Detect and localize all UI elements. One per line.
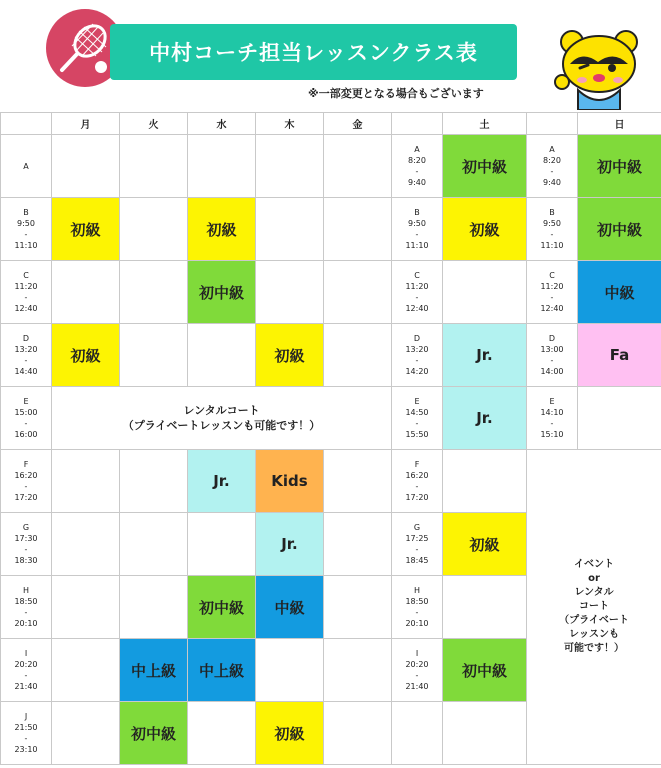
class-cell: Jr. <box>443 324 527 387</box>
class-cell: 初級 <box>256 702 324 765</box>
schedule-cell <box>188 324 256 387</box>
class-cell: 初級 <box>256 324 324 387</box>
table-row <box>1 261 661 324</box>
schedule-cell <box>256 198 324 261</box>
weekday-time-cell: G 17:30 - 18:30 <box>1 513 52 576</box>
class-cell: Jr. <box>188 450 256 513</box>
weekday-time-cell: H 18:50 - 20:10 <box>1 576 52 639</box>
schedule-cell <box>324 324 392 387</box>
table-row <box>1 450 661 513</box>
schedule-cell <box>52 261 120 324</box>
schedule-cell <box>324 576 392 639</box>
class-cell: 初中級 <box>578 198 661 261</box>
class-cell: 初中級 <box>188 576 256 639</box>
schedule-cell <box>324 639 392 702</box>
schedule-cell <box>443 576 527 639</box>
table-row <box>1 324 661 387</box>
schedule-cell <box>120 576 188 639</box>
schedule-cell <box>188 513 256 576</box>
schedule-cell <box>324 450 392 513</box>
day-thu: 木 <box>256 113 324 135</box>
schedule-cell <box>324 702 392 765</box>
page-title: 中村コーチ担当レッスンクラス表 <box>110 24 517 80</box>
day-mon: 月 <box>52 113 120 135</box>
schedule-cell <box>324 261 392 324</box>
schedule-cell <box>443 450 527 513</box>
class-cell: Kids <box>256 450 324 513</box>
class-cell: 初中級 <box>188 261 256 324</box>
class-cell: 初級 <box>443 513 527 576</box>
class-cell: 初級 <box>188 198 256 261</box>
weekday-time-cell: D 13:20 - 14:40 <box>1 324 52 387</box>
schedule-cell <box>120 261 188 324</box>
schedule-cell <box>52 639 120 702</box>
weekday-time-cell: J 21:50 - 23:10 <box>1 702 52 765</box>
table-row <box>1 135 661 198</box>
sun-time-header <box>527 113 578 135</box>
class-cell: 初級 <box>443 198 527 261</box>
schedule-cell <box>52 576 120 639</box>
schedule-cell <box>256 261 324 324</box>
class-cell: Jr. <box>256 513 324 576</box>
rental-court-label: レンタルコート <box>183 404 260 417</box>
sat-time-cell: G 17:25 - 18:45 <box>392 513 443 576</box>
sat-time-cell: C 11:20 - 12:40 <box>392 261 443 324</box>
bear-mascot-icon <box>548 28 648 110</box>
rental-court-note: （プライベートレッスンも可能です！） <box>122 419 321 432</box>
schedule-cell <box>324 513 392 576</box>
sun-time-cell: A 8:20 - 9:40 <box>527 135 578 198</box>
class-cell: 初中級 <box>578 135 661 198</box>
schedule-cell <box>52 135 120 198</box>
corner-cell <box>1 113 52 135</box>
weekday-time-cell: F 16:20 - 17:20 <box>1 450 52 513</box>
sat-time-cell: B 9:50 - 11:10 <box>392 198 443 261</box>
sat-time-cell: D 13:20 - 14:20 <box>392 324 443 387</box>
schedule-cell <box>443 261 527 324</box>
schedule-cell <box>188 135 256 198</box>
schedule-cell <box>578 387 661 450</box>
rental-court-cell <box>52 387 392 450</box>
class-cell: 中級 <box>256 576 324 639</box>
class-cell: Jr. <box>443 387 527 450</box>
schedule-cell <box>392 702 443 765</box>
table-row <box>1 387 661 450</box>
schedule-cell <box>120 198 188 261</box>
schedule-table <box>0 112 661 765</box>
sat-time-cell: A 8:20 - 9:40 <box>392 135 443 198</box>
table-row <box>1 198 661 261</box>
sun-time-cell: B 9:50 - 11:10 <box>527 198 578 261</box>
class-cell: 中上級 <box>188 639 256 702</box>
day-wed: 水 <box>188 113 256 135</box>
sat-time-cell: E 14:50 - 15:50 <box>392 387 443 450</box>
schedule-cell <box>324 198 392 261</box>
class-cell: 中級 <box>578 261 661 324</box>
class-cell: 初級 <box>52 198 120 261</box>
sun-time-cell: E 14:10 - 15:10 <box>527 387 578 450</box>
schedule-cell <box>120 450 188 513</box>
weekday-time-cell: B 9:50 - 11:10 <box>1 198 52 261</box>
sun-time-cell: D 13:00 - 14:00 <box>527 324 578 387</box>
day-sat: 土 <box>443 113 527 135</box>
sat-time-cell: I 20:20 - 21:40 <box>392 639 443 702</box>
class-cell: 初中級 <box>120 702 188 765</box>
schedule-cell <box>120 324 188 387</box>
schedule-cell <box>324 135 392 198</box>
class-cell: 中上級 <box>120 639 188 702</box>
sat-time-header <box>392 113 443 135</box>
schedule-cell <box>52 702 120 765</box>
day-fri: 金 <box>324 113 392 135</box>
class-cell: 初級 <box>52 324 120 387</box>
day-tue: 火 <box>120 113 188 135</box>
event-rental-cell: イベント or レンタル コート （プライベート レッスンも 可能です！） <box>527 450 661 765</box>
class-cell: Fa <box>578 324 661 387</box>
header <box>0 0 661 110</box>
sat-time-cell: F 16:20 - 17:20 <box>392 450 443 513</box>
class-cell: 初中級 <box>443 639 527 702</box>
schedule-cell <box>120 135 188 198</box>
day-sun: 日 <box>578 113 661 135</box>
sun-time-cell: C 11:20 - 12:40 <box>527 261 578 324</box>
weekday-time-cell: I 20:20 - 21:40 <box>1 639 52 702</box>
schedule-cell <box>52 450 120 513</box>
class-cell: 初中級 <box>443 135 527 198</box>
day-header-row <box>1 113 661 135</box>
schedule-cell <box>256 135 324 198</box>
weekday-time-cell: E 15:00 - 16:00 <box>1 387 52 450</box>
schedule-cell <box>188 702 256 765</box>
schedule-cell <box>256 639 324 702</box>
schedule-cell <box>52 513 120 576</box>
schedule-cell <box>443 702 527 765</box>
schedule-cell <box>120 513 188 576</box>
weekday-time-cell: C 11:20 - 12:40 <box>1 261 52 324</box>
weekday-time-cell: A <box>1 135 52 198</box>
schedule-note: ※一部変更となる場合もございます <box>308 87 484 100</box>
sat-time-cell: H 18:50 - 20:10 <box>392 576 443 639</box>
